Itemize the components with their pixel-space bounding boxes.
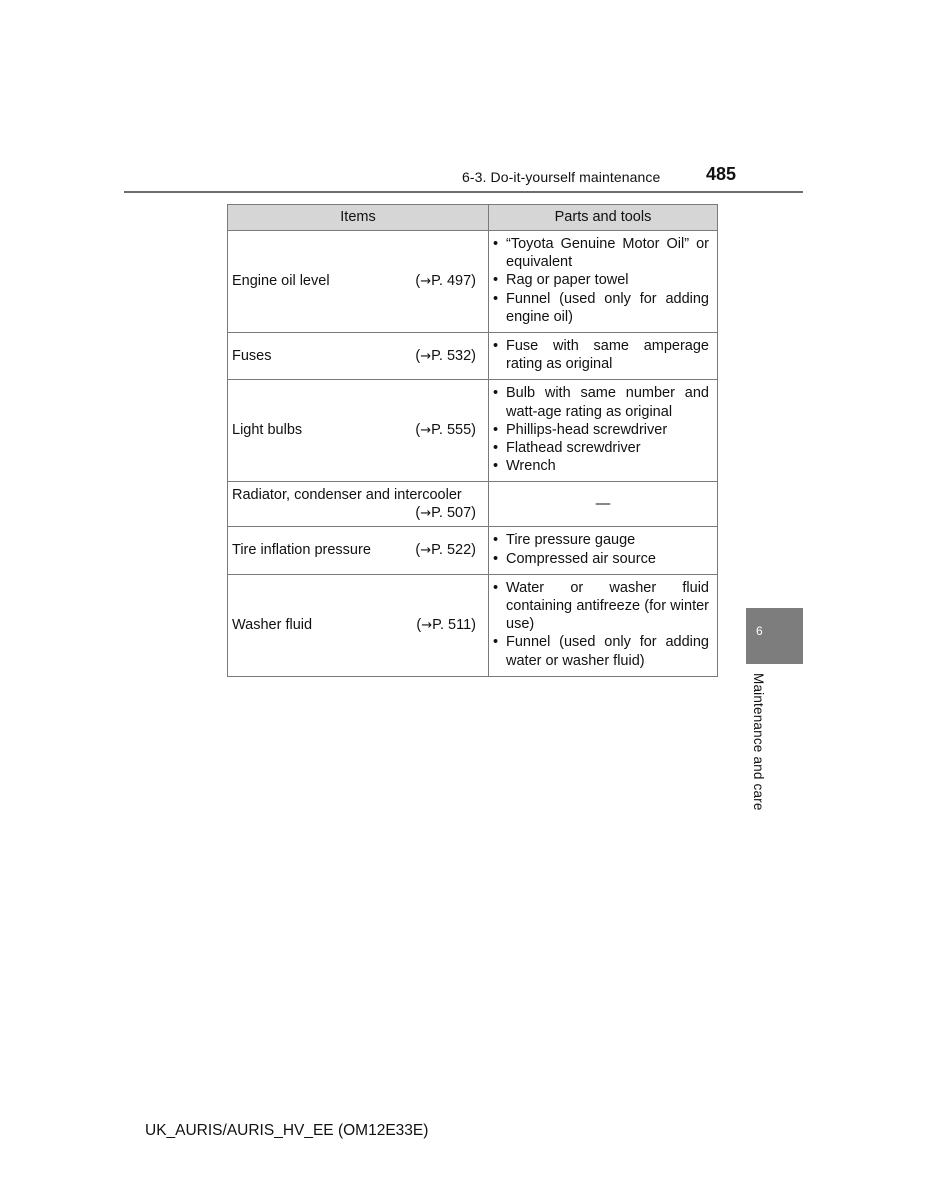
item-cell: [228, 527, 489, 574]
list-item: • Funnel (used only for adding engine oil): [493, 290, 709, 326]
item-name: Radiator, condenser and intercooler: [232, 486, 462, 503]
chapter-label: Maintenance and care: [751, 673, 766, 811]
list-item: • Fuse with same amperage rating as original: [493, 337, 709, 373]
item-name: Washer fluid: [232, 616, 313, 633]
item-name: Engine oil level: [232, 272, 330, 289]
column-header-parts: Parts and tools: [489, 205, 718, 231]
page-reference: (→P. 532): [415, 347, 476, 364]
page-number: 485: [706, 164, 737, 184]
item-cell: [228, 333, 489, 380]
list-item: • Tire pressure gauge: [493, 531, 709, 549]
arrow-right-icon: →: [420, 423, 432, 439]
arrow-right-icon: →: [421, 617, 433, 633]
item-name: Light bulbs: [232, 422, 303, 439]
item-cell: [228, 231, 489, 333]
item-name: Fuses: [232, 347, 272, 364]
table-row: [228, 231, 718, 333]
parts-cell: [489, 380, 718, 482]
page-reference: (→P. 522): [415, 542, 476, 559]
list-item: • Rag or paper towel: [493, 271, 709, 289]
table-row: [228, 380, 718, 482]
document-code: UK_AURIS/AURIS_HV_EE (OM12E33E): [145, 1122, 429, 1139]
list-item: • Flathead screwdriver: [493, 439, 709, 457]
header-divider: [124, 191, 803, 193]
table-row: [228, 482, 718, 527]
list-item: • Phillips-head screwdriver: [493, 421, 709, 439]
list-item: • “Toyota Genuine Motor Oil” or equivalent: [493, 235, 709, 271]
arrow-right-icon: →: [420, 543, 432, 559]
arrow-right-icon: →: [420, 505, 432, 521]
parts-cell-empty: —: [489, 482, 718, 527]
parts-cell: [489, 574, 718, 676]
page-reference: (→P. 511): [416, 616, 476, 633]
list-item: • Compressed air source: [493, 550, 709, 568]
list-item: • Funnel (used only for adding water or washer fluid): [493, 633, 709, 669]
table-row: [228, 574, 718, 676]
table-row: [228, 333, 718, 380]
page-reference: (→P. 555): [415, 422, 476, 439]
chapter-number: 6: [756, 624, 763, 638]
page-reference: (→P. 507): [415, 504, 476, 521]
parts-tools-table: [227, 204, 718, 677]
list-item: • Water or washer fluid containing antifreeze (for winter use): [493, 579, 709, 634]
item-name: Tire inflation pressure: [232, 542, 371, 559]
page-reference: (→P. 497): [415, 272, 476, 289]
item-cell: [228, 574, 489, 676]
list-item: • Wrench: [493, 457, 709, 475]
arrow-right-icon: →: [420, 348, 432, 364]
table-row: [228, 527, 718, 574]
table-header-row: [228, 205, 718, 231]
parts-cell: [489, 231, 718, 333]
parts-cell: [489, 527, 718, 574]
column-header-items: Items: [228, 205, 489, 231]
item-cell: [228, 380, 489, 482]
parts-cell: [489, 333, 718, 380]
chapter-tab: [746, 608, 803, 664]
arrow-right-icon: →: [420, 273, 432, 289]
list-item: • Bulb with same number and watt-age rating as original: [493, 384, 709, 420]
section-title: 6-3. Do-it-yourself maintenance: [462, 169, 661, 185]
item-cell: [228, 482, 489, 527]
